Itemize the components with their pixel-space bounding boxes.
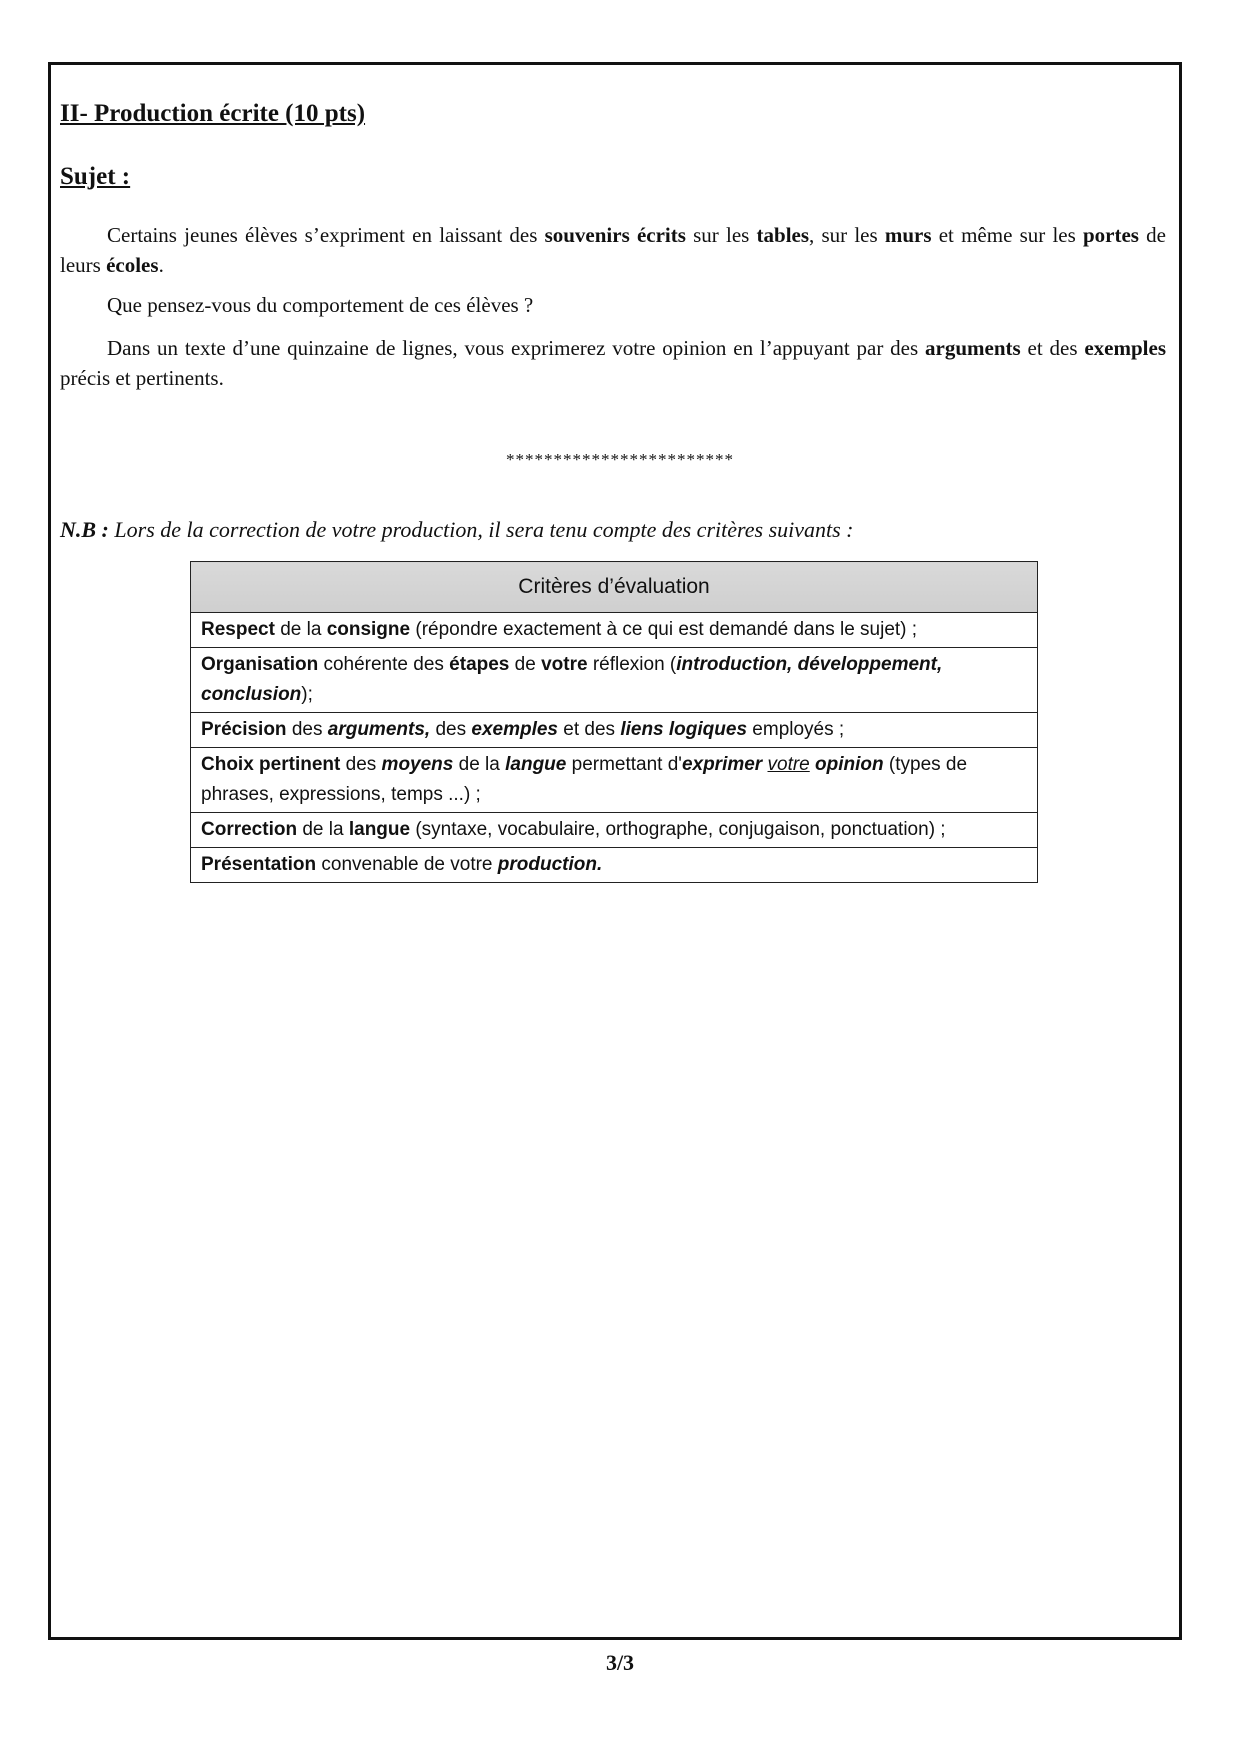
criteria-table: [190, 561, 1038, 883]
criteria-header-row: [191, 562, 1038, 613]
subject-paragraph-1: Certains jeunes élèves s’expriment en laissant des souvenirs écrits sur les tables, sur les murs et même sur les portes de leurs écoles.: [60, 223, 1166, 277]
criteria-precision: Précision des arguments, des exemples et des liens logiques employés ;: [191, 713, 1038, 748]
criteria-presentation: Présentation convenable de votre production.: [191, 848, 1038, 883]
criteria-row: [191, 748, 1038, 813]
criteria-choix: Choix pertinent des moyens de la langue permettant d'exprimer votre opinion (types de phrases, expressions, temps ...) ;: [191, 748, 1038, 813]
nb-note: [60, 517, 854, 543]
nb-prefix: N.B :: [60, 517, 109, 542]
separator-stars: ************************: [506, 450, 734, 469]
criteria-row: [191, 613, 1038, 648]
criteria-respect: Respect de la consigne (répondre exactement à ce qui est demandé dans le sujet) ;: [191, 613, 1038, 648]
nb-text: Lors de la correction de votre production, il sera tenu compte des critères suivants :: [108, 517, 854, 542]
section-title: II- Production écrite (10 pts): [60, 100, 366, 127]
criteria-organisation: Organisation cohérente des étapes de votre réflexion (introduction, développement, conclusion);: [191, 648, 1038, 713]
criteria-row: [191, 713, 1038, 748]
criteria-row: [191, 813, 1038, 848]
subject-paragraph-2: Que pensez-vous du comportement de ces élèves ?: [107, 293, 534, 317]
page-number: 3/3: [605, 1650, 635, 1675]
criteria-row: [191, 648, 1038, 713]
criteria-row: [191, 848, 1038, 883]
criteria-correction: Correction de la langue (syntaxe, vocabulaire, orthographe, conjugaison, ponctuation) ;: [191, 813, 1038, 848]
subject-label: Sujet :: [60, 163, 131, 190]
subject-paragraph-3: Dans un texte d’une quinzaine de lignes, vous exprimerez votre opinion en l’appuyant par des arguments et des exemples précis et pertinents.: [60, 336, 1166, 390]
criteria-header: Critères d’évaluation: [191, 562, 1038, 613]
